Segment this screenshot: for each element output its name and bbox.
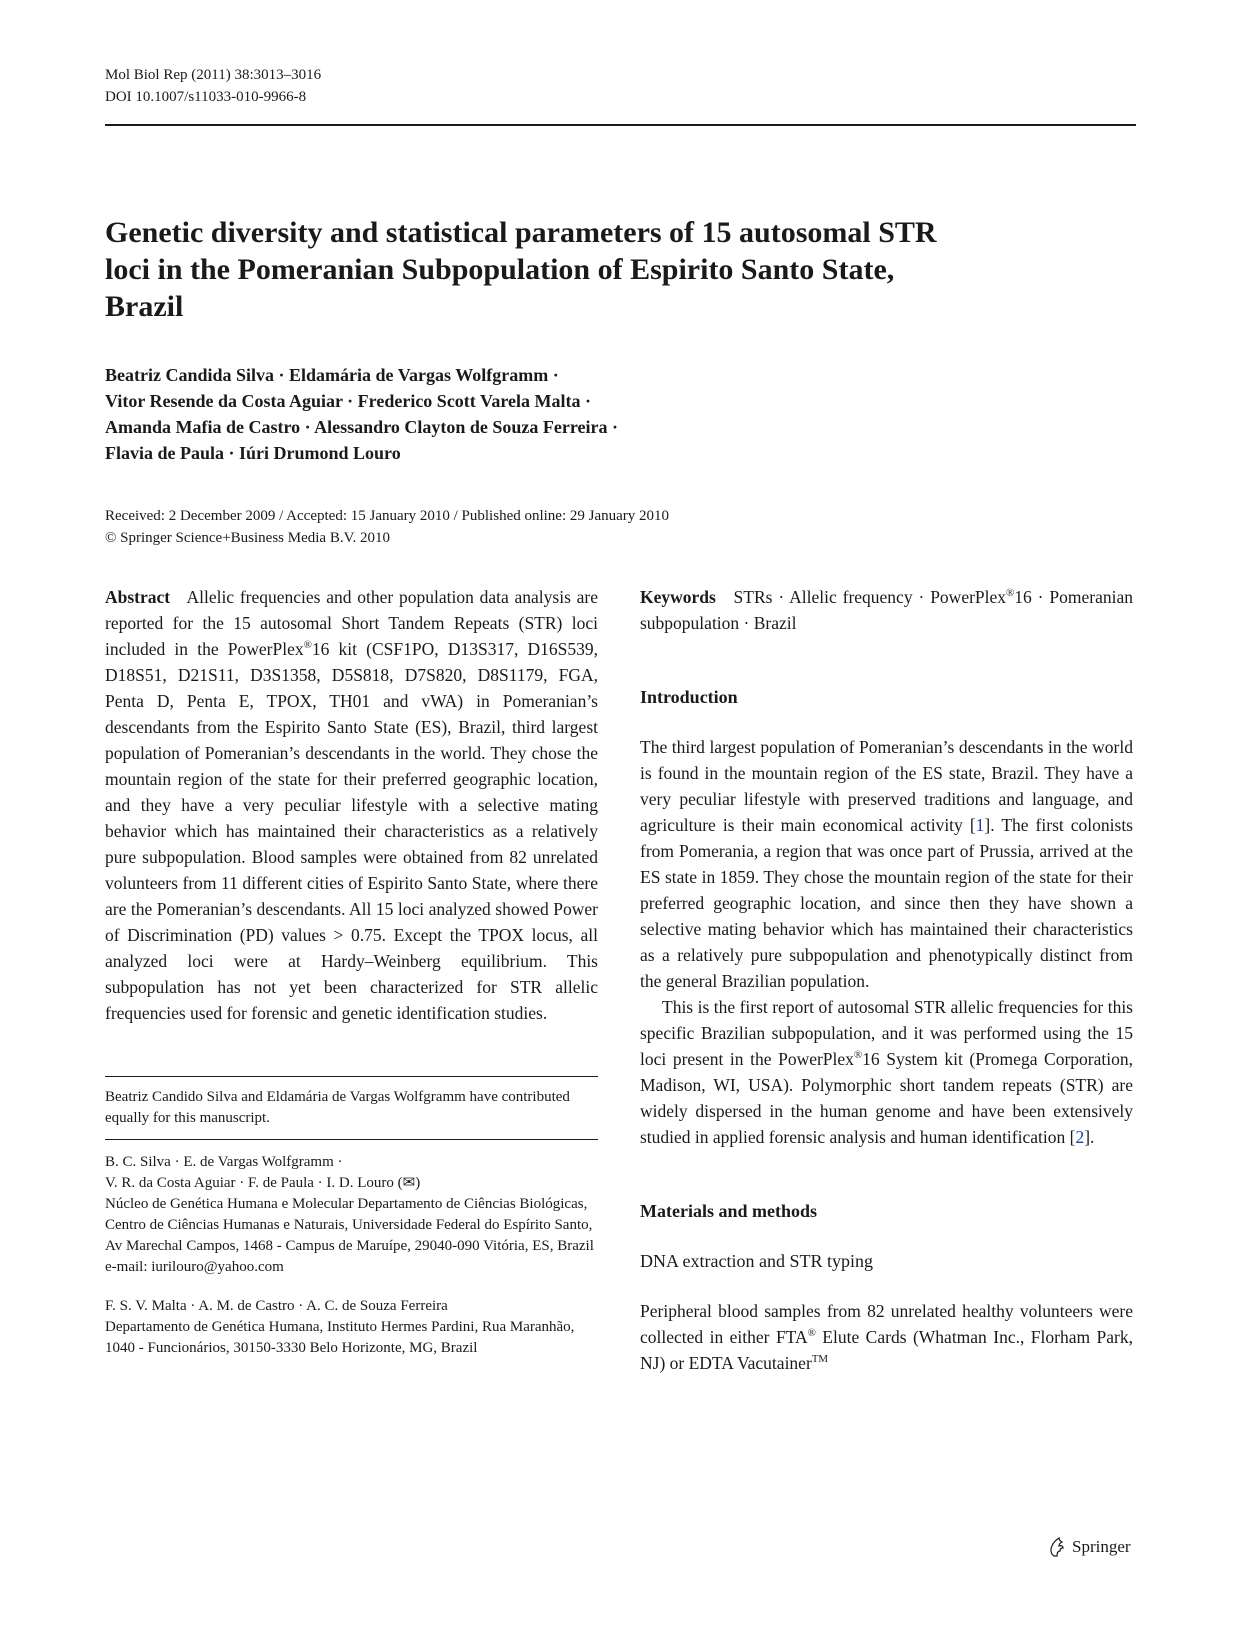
authors-line-1: Beatriz Candida Silva · Eldamária de Vargas Wolfgramm · bbox=[105, 365, 559, 385]
envelope-icon[interactable]: ✉ bbox=[402, 1175, 416, 1191]
registered-mark: ® bbox=[1006, 587, 1015, 600]
doi[interactable]: DOI 10.1007/s11033-010-9966-8 bbox=[105, 89, 307, 105]
keywords bbox=[640, 584, 1133, 636]
title-line-3: Brazil bbox=[105, 290, 184, 323]
authors-line-3: Amanda Mafia de Castro · Alessandro Clayton de Souza Ferreira · bbox=[105, 417, 618, 437]
trademark: TM bbox=[811, 1353, 829, 1366]
corresponding-email[interactable]: e-mail: iurilouro@yahoo.com bbox=[105, 1259, 284, 1275]
registered-mark: ® bbox=[853, 1049, 863, 1062]
abstract-label: Abstract bbox=[105, 587, 171, 607]
affiliation-1 bbox=[105, 1152, 598, 1278]
authors-line-2: Vitor Resende da Costa Aguiar · Frederico Scott Varela Malta · bbox=[105, 391, 591, 411]
citation-link-2[interactable]: 2 bbox=[1075, 1127, 1085, 1147]
affiliation-2 bbox=[105, 1296, 598, 1359]
citation-link-1[interactable]: 1 bbox=[975, 815, 985, 835]
journal-citation: Mol Biol Rep (2011) 38:3013–3016 bbox=[105, 67, 322, 83]
copyright: © Springer Science+Business Media B.V. 2010 bbox=[105, 530, 390, 546]
publisher-logo bbox=[1048, 1536, 1131, 1558]
intro-paragraph-2: This is the first report of autosomal STR allelic frequencies for this specific Brazilian subpopulation, and it was performed using the 15 loci present in the PowerPlex®16 System kit (Promega Corporation, Madison, WI, USA). Polymorphic short tandem repeats (STR) are widely dispersed in the human genome and have been extensively studied in applied forensic analysis and human identification [2]. bbox=[640, 997, 1133, 1147]
history-dates: Received: 2 December 2009 / Accepted: 15 January 2010 / Published online: 29 January 2010 bbox=[105, 508, 670, 524]
keywords-text-b: 16 · Pomeranian subpopulation · Brazil bbox=[640, 587, 1133, 633]
header-rule bbox=[105, 124, 1136, 126]
authors-line-4: Flavia de Paula · Iúri Drumond Louro bbox=[105, 443, 401, 463]
affiliation-1-address: Núcleo de Genética Humana e Molecular Departamento de Ciências Biológicas, Centro de Ciências Humanas e Naturais, Universidade Federal do Espírito Santo, Av Marechal Campos, 1468 - Campus de Maruípe, 29040-090 Vitória, ES, Brazil bbox=[105, 1196, 594, 1254]
publication-dates bbox=[105, 505, 1005, 549]
affiliation-2-address: Departamento de Genética Humana, Instituto Hermes Pardini, Rua Maranhão, 1040 - Funcionários, 30150-3330 Belo Horizonte, MG, Brazil bbox=[105, 1319, 575, 1356]
springer-horse-icon bbox=[1048, 1536, 1066, 1558]
abstract-text-a: Allelic frequencies and other population data analysis are reported for the 15 autosomal Short Tandem Repeats (STR) loci included in the PowerPlex bbox=[105, 587, 599, 659]
abstract bbox=[105, 584, 598, 1026]
right-column bbox=[640, 584, 1133, 1376]
registered-mark: ® bbox=[303, 639, 312, 652]
keywords-label: Keywords bbox=[640, 587, 716, 607]
section-heading-methods: Materials and methods bbox=[640, 1201, 817, 1221]
methods-paragraph-1: Peripheral blood samples from 82 unrelated healthy volunteers were collected in either FTA® Elute Cards (Whatman Inc., Florham Park, NJ) or EDTA Vacutainer™ bbox=[640, 1301, 1133, 1373]
abstract-text-b: 16 kit (CSF1PO, D13S317, D16S539, D18S51, D21S11, D3S1358, D5S818, D7S820, D8S1179, FGA, Penta D, Penta E, TPOX, TH01 and vWA) in Pomeranian’s descendants from the Espirito Santo State (ES), Brazil, third largest population of Pomeranian’s descendants in the world. They chose the mountain region of the state for their preferred geographic location, and they have a very peculiar lifestyle with a selective mating behavior which has maintained their characteristics as a relatively pure subpopulation. Blood samples were obtained from 82 unrelated volunteers from 11 different cities of Espirito Santo State, where there are the Pomeranian’s descendants. All 15 loci analyzed showed Power of Discrimination (PD) values > 0.75. Except the TPOX locus, all analyzed loci were at Hardy–Weinberg equilibrium. This subpopulation has not yet been characterized for STR allelic frequencies used for forensic and genetic identification studies. bbox=[105, 639, 598, 1023]
registered-mark: ® bbox=[807, 1327, 816, 1340]
section-heading-introduction: Introduction bbox=[640, 687, 738, 707]
publisher-name: Springer bbox=[1072, 1537, 1131, 1556]
affiliation-1-names-a: B. C. Silva · E. de Vargas Wolfgramm · bbox=[105, 1154, 343, 1170]
title-line-1: Genetic diversity and statistical parameters of 15 autosomal STR bbox=[105, 216, 937, 249]
title-line-2: loci in the Pomeranian Subpopulation of Espirito Santo State, bbox=[105, 253, 895, 286]
affiliation-1-names-b: V. R. da Costa Aguiar · F. de Paula · I. D. Louro (✉) bbox=[105, 1175, 421, 1191]
author-list bbox=[105, 362, 805, 466]
left-column bbox=[105, 584, 598, 1359]
journal-header bbox=[105, 64, 321, 108]
intro-paragraph-1: The third largest population of Pomeranian’s descendants in the world is found in the mountain region of the ES state, Brazil. They have a very peculiar lifestyle with preserved traditions and language, and agriculture is their main economical activity [1]. The first colonists from Pomerania, a region that was once part of Prussia, arrived at the ES state in 1859. They chose the mountain region of the state for their preferred geographic location, and since then they have shown a selective mating behavior which has maintained their characteristics as a relatively pure subpopulation and phenotypically distinct from the general Brazilian population. bbox=[640, 737, 1133, 991]
contribution-note: Beatriz Candido Silva and Eldamária de Vargas Wolfgramm have contributed equally for this manuscript. bbox=[105, 1089, 570, 1126]
keywords-text-a: STRs · Allelic frequency · PowerPlex bbox=[733, 587, 1007, 607]
article-title bbox=[105, 214, 1105, 325]
affiliation-2-names: F. S. V. Malta · A. M. de Castro · A. C. de Souza Ferreira bbox=[105, 1298, 448, 1314]
subsection-heading-dna: DNA extraction and STR typing bbox=[640, 1251, 873, 1271]
